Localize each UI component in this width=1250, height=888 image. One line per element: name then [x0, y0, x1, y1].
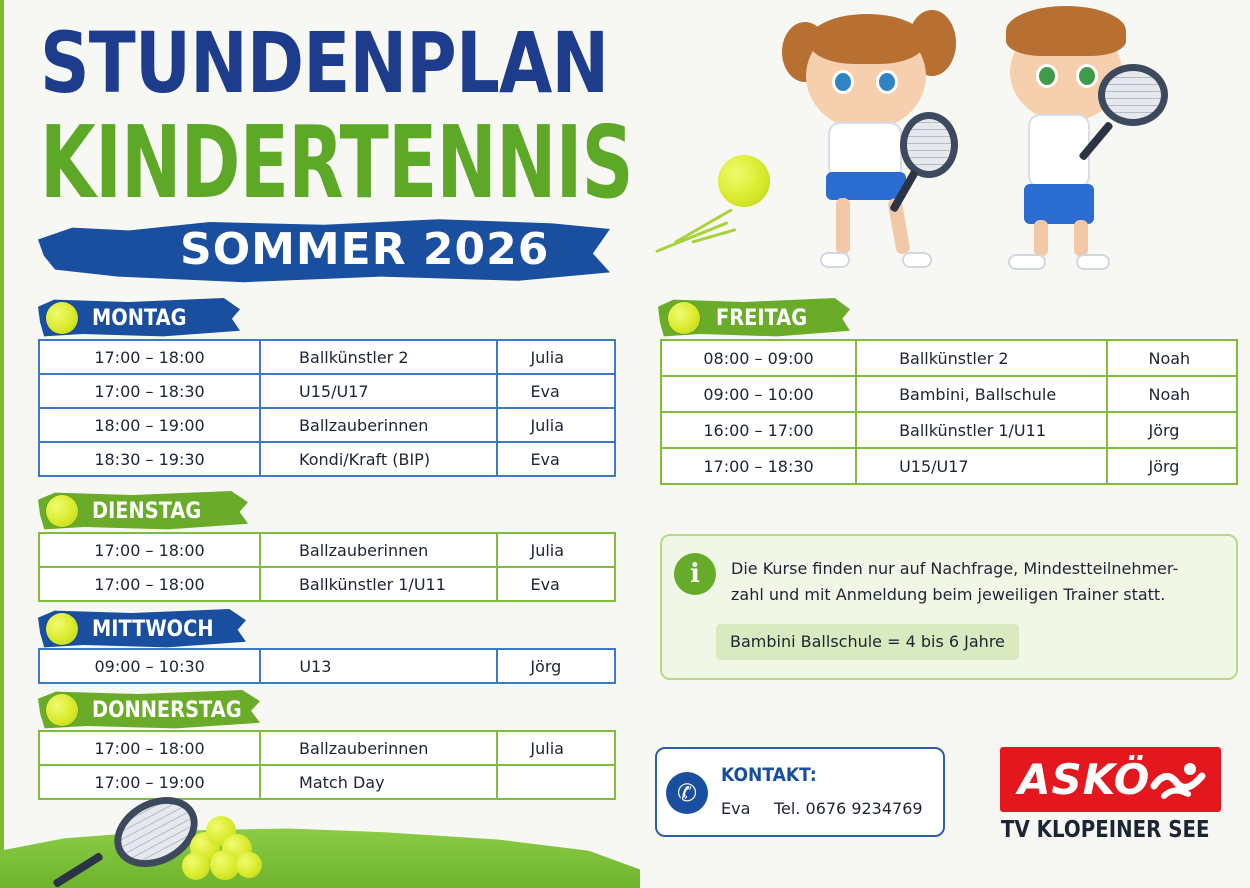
- course-cell: Ballkünstler 1/U11: [856, 412, 1107, 448]
- contact-phone[interactable]: Tel. 0676 9234769: [774, 799, 923, 818]
- table-row: [39, 374, 615, 408]
- course-cell: Kondi/Kraft (BIP): [260, 442, 497, 476]
- schedule-table-dienstag: [38, 532, 616, 602]
- phone-icon: ✆: [666, 772, 708, 814]
- course-cell: Ballkünstler 1/U11: [260, 567, 498, 601]
- day-label-freitag: FREITAG: [716, 306, 808, 331]
- contact-name: Eva: [721, 799, 751, 818]
- table-row: [39, 533, 615, 567]
- asko-figure-icon: [1150, 760, 1206, 800]
- trainer-cell: Jörg: [1107, 412, 1237, 448]
- table-row: [39, 340, 615, 374]
- tennis-ball-icon: [46, 302, 78, 334]
- day-label-dienstag: DIENSTAG: [92, 499, 202, 524]
- tennis-ball-icon: [668, 302, 700, 334]
- time-cell: 17:00 – 18:30: [661, 448, 856, 484]
- table-row: [39, 649, 615, 683]
- course-cell: Bambini, Ballschule: [856, 376, 1107, 412]
- course-cell: Match Day: [260, 765, 497, 799]
- course-cell: Ballzauberinnen: [260, 731, 497, 765]
- course-cell: Ballzauberinnen: [260, 533, 498, 567]
- table-row: [39, 567, 615, 601]
- time-cell: 17:00 – 19:00: [39, 765, 260, 799]
- course-cell: Ballzauberinnen: [260, 408, 497, 442]
- tennis-ball-icon: [46, 694, 78, 726]
- contact-title: KONTAKT:: [721, 764, 817, 786]
- course-cell: Ballkünstler 2: [260, 340, 497, 374]
- schedule-table-freitag: [660, 339, 1238, 485]
- table-row: [39, 731, 615, 765]
- table-row: [661, 376, 1237, 412]
- club-name: TV KLOPEINER SEE: [1001, 817, 1210, 843]
- course-cell: U15/U17: [856, 448, 1107, 484]
- left-accent-stripe: [0, 0, 4, 888]
- asko-logo-text: ASKÖ: [1018, 755, 1151, 804]
- trainer-cell: Julia: [497, 731, 615, 765]
- trainer-cell: Jörg: [497, 649, 615, 683]
- table-row: [39, 765, 615, 799]
- page-subtitle: SOMMER 2026: [180, 224, 550, 275]
- day-label-mittwoch: MITTWOCH: [92, 617, 214, 642]
- table-row: [39, 442, 615, 476]
- info-note-badge: Bambini Ballschule = 4 bis 6 Jahre: [716, 624, 1019, 660]
- page-title-line1: STUNDENPLAN: [40, 14, 609, 112]
- time-cell: 17:00 – 18:00: [39, 340, 260, 374]
- schedule-table-donnerstag: [38, 730, 616, 800]
- page-title-line2: KINDERTENNIS: [40, 104, 633, 221]
- tennis-ball-icon: [46, 495, 78, 527]
- time-cell: 17:00 – 18:00: [39, 567, 260, 601]
- info-text: [731, 556, 1221, 608]
- trainer-cell: Julia: [497, 533, 615, 567]
- info-icon: i: [674, 553, 716, 595]
- table-row: [39, 408, 615, 442]
- time-cell: 18:30 – 19:30: [39, 442, 260, 476]
- course-cell: U13: [260, 649, 497, 683]
- time-cell: 17:00 – 18:00: [39, 533, 260, 567]
- table-row: [661, 340, 1237, 376]
- info-text-line2: zahl und mit Anmeldung beim jeweiligen Trainer statt.: [731, 585, 1166, 604]
- day-label-donnerstag: DONNERSTAG: [92, 698, 242, 723]
- time-cell: 17:00 – 18:00: [39, 731, 260, 765]
- time-cell: 16:00 – 17:00: [661, 412, 856, 448]
- schedule-table-montag: [38, 339, 616, 477]
- info-text-line1: Die Kurse finden nur auf Nachfrage, Mindestteilnehmer-: [731, 559, 1179, 578]
- trainer-cell: Noah: [1107, 340, 1237, 376]
- day-label-montag: MONTAG: [92, 306, 187, 331]
- time-cell: 18:00 – 19:00: [39, 408, 260, 442]
- trainer-cell: Eva: [497, 442, 615, 476]
- trainer-cell: Eva: [497, 567, 615, 601]
- time-cell: 09:00 – 10:00: [661, 376, 856, 412]
- table-row: [661, 412, 1237, 448]
- trainer-cell: Jörg: [1107, 448, 1237, 484]
- tennis-ball-icon: [46, 613, 78, 645]
- schedule-table-mittwoch: [38, 648, 616, 684]
- course-cell: Ballkünstler 2: [856, 340, 1107, 376]
- trainer-cell: Noah: [1107, 376, 1237, 412]
- trainer-cell: Eva: [497, 374, 615, 408]
- time-cell: 17:00 – 18:30: [39, 374, 260, 408]
- time-cell: 09:00 – 10:30: [39, 649, 260, 683]
- trainer-cell: [497, 765, 615, 799]
- trainer-cell: Julia: [497, 408, 615, 442]
- table-row: [661, 448, 1237, 484]
- trainer-cell: Julia: [497, 340, 615, 374]
- course-cell: U15/U17: [260, 374, 497, 408]
- time-cell: 08:00 – 09:00: [661, 340, 856, 376]
